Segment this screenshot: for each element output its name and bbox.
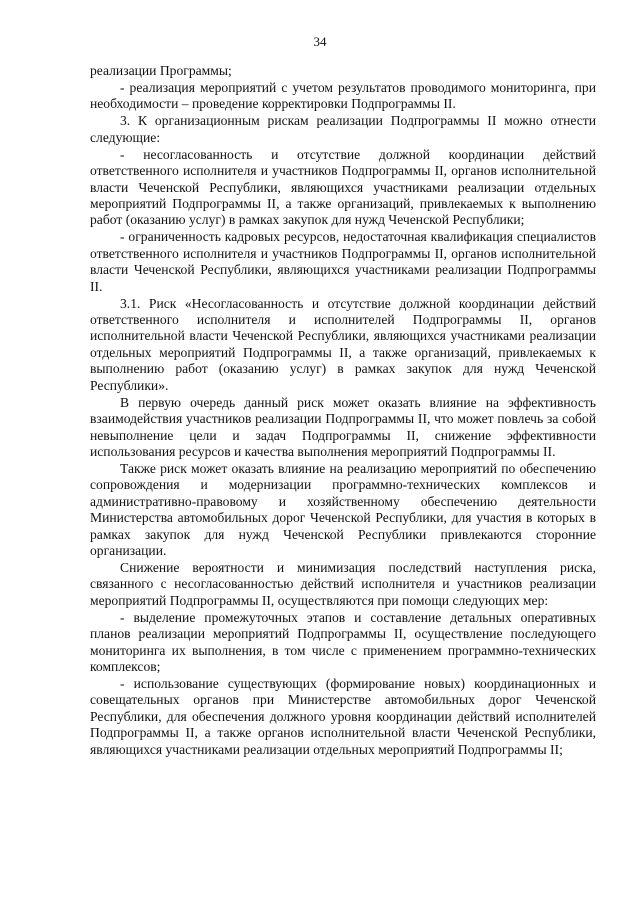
paragraph: - несогласованность и отсутствие должной координации действий ответственного исполнителя и участников Подпрограммы II, органов исполнительной власти Чеченской Республики, являющихся участниками реализации отдельных мероприятий Подпрограммы II, а также организаций, привлекаемых к выполнению работ (оказанию услуг) в рамках закупок для нужд Чеченской Республики; xyxy=(90,146,596,228)
paragraph: 3.1. Риск «Несогласованность и отсутствие должной координации действий ответственного исполнителя и исполнителей Подпрограммы II, органов исполнительной власти Чеченской Республики, являющихся участниками реализации отдельных мероприятий Подпрограммы II, а также организаций, привлекаемых к выполнению работ (оказанию услуг) в рамках закупок для нужд Чеченской Республики». xyxy=(90,295,596,393)
page-number: 34 xyxy=(313,34,327,49)
paragraph: - использование существующих (формирование новых) координационных и совещательных органов при Министерстве автомобильных дорог Чеченской Республики, для обеспечения должного уровня координации действий исполнителей Подпрограммы II, а также органов исполнительной власти Чеченской Республики, являющихся участниками реализации отдельных мероприятий Подпрограммы II; xyxy=(90,675,596,757)
paragraph: 3. К организационным рискам реализации Подпрограммы II можно отнести следующие: xyxy=(90,113,596,145)
paragraph: - выделение промежуточных этапов и составление детальных оперативных планов реализации мероприятий Подпрограммы II, осуществление последующего мониторинга их выполнения, в том числе с применением программно-технических комплексов; xyxy=(90,609,596,674)
paragraph: - реализация мероприятий с учетом результатов проводимого мониторинга, при необходимости – проведение корректировки Подпрограммы II. xyxy=(90,80,596,112)
paragraph: Также риск может оказать влияние на реализацию мероприятий по обеспечению сопровождения и модернизации программно-технических комплексов и административно-правовому и хозяйственному обеспечению деятельности Министерства автомобильных дорог Чеченской Республики, для участия в которых в рамках закупок для нужд Чеченской Республики привлекаются сторонние организации. xyxy=(90,460,596,558)
paragraph: - ограниченность кадровых ресурсов, недостаточная квалификация специалистов ответственного исполнителя и участников Подпрограммы II, органов исполнительной власти Чеченской Республики, являющихся участниками реализации Подпрограммы II. xyxy=(90,229,596,294)
paragraph: В первую очередь данный риск может оказать влияние на эффективность взаимодействия участников реализации Подпрограммы II, что может повлечь за собой невыполнение цели и задач Подпрограммы II, снижение эффективности использования ресурсов и качества выполнения мероприятий Подпрограммы II. xyxy=(90,394,596,459)
paragraph: реализации Программы; xyxy=(90,63,232,78)
document-body xyxy=(90,63,596,759)
paragraph: Снижение вероятности и минимизация последствий наступления риска, связанного с несогласованностью действий исполнителя и участников реализации мероприятий Подпрограммы II, осуществляются при помощи следующих мер: xyxy=(90,559,596,608)
